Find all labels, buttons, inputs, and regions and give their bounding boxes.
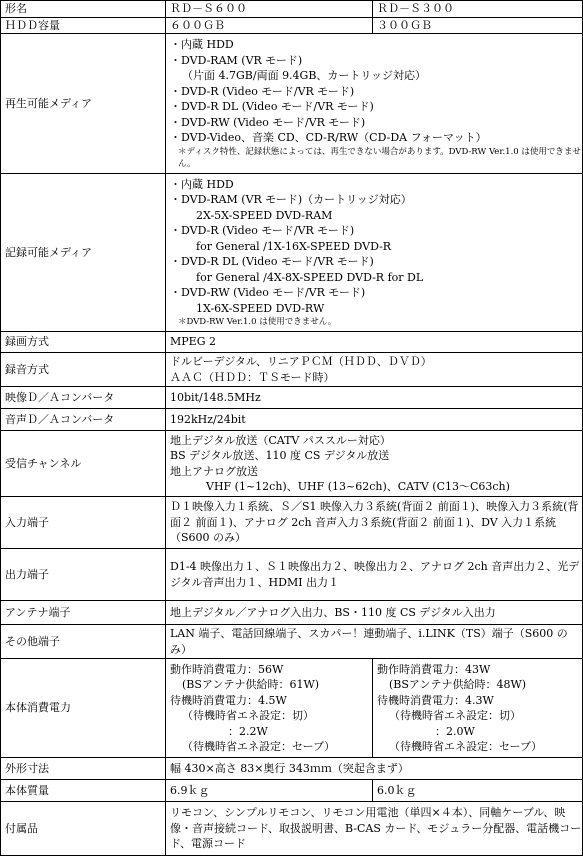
row-audio-da (1, 409, 583, 431)
recording-line: ・DVD-RW (Video モード/VR モード) (170, 286, 366, 300)
label-video-da: 映像Ｄ／Ａコンバータ (1, 387, 166, 409)
model-s300: ＲＤ－Ｓ３００ (373, 1, 583, 18)
row-other-ports (1, 625, 583, 659)
row-power (1, 659, 583, 758)
row-audio-format (1, 353, 583, 387)
recording-line: ・内蔵 HDD (170, 177, 234, 191)
row-accessories (1, 802, 583, 856)
playback-note: ＊ディスク特性、記録状態によっては、再生できない場合があります。DVD-RW Ver.1.0 は使用できません。 (178, 146, 581, 169)
other-ports-value: LAN 端子、電話回線端子、スカパー！連動端子、i.LINK（TS）端子（S600 のみ） (166, 625, 583, 659)
video-format-value: MPEG 2 (166, 332, 583, 353)
weight-s600: 6.9ｋｇ (166, 780, 373, 802)
row-inputs (1, 497, 583, 549)
hdd-s300: ３００ＧＢ (373, 17, 583, 34)
power-line: 動作時消費電力：43W (377, 662, 491, 676)
dimensions-value: 幅 430×高さ 83×奥行 343ｍｍ（突起含まず） (166, 758, 583, 780)
playback-line: ・DVD-RAM (VR モード) (170, 53, 303, 67)
label-audio-da: 音声Ｄ／Ａコンバータ (1, 409, 166, 431)
power-line: 動作時消費電力：56W (170, 662, 284, 676)
audio-format-line: ドルビーデジタル、リニアＰＣＭ（ＨＤＤ、ＤＶＤ） (170, 355, 432, 368)
channels-value (166, 431, 583, 497)
label-playback: 再生可能メディア (1, 34, 166, 174)
playback-line: ・DVD-RW (Video モード/VR モード) (170, 115, 366, 129)
accessories-value: リモコン、シンプルリモコン、リモコン用電池（単四×４本）、同軸ケーブル、映像・音声接続コード、取扱説明書、B-CAS カード、モジュラー分配器、電話機コード、電源コード (166, 802, 583, 856)
row-video-format (1, 332, 583, 353)
row-recording (1, 174, 583, 332)
power-line: 待機時消費電力：4.3W (377, 693, 494, 707)
label-channels: 受信チャンネル (1, 431, 166, 497)
recording-line: for General /4X-8X-SPEED DVD-R for DL (196, 270, 424, 284)
antenna-value: 地上デジタル／アナログ入出力、BS・110 度 CS デジタル入出力 (166, 601, 583, 625)
row-outputs (1, 549, 583, 601)
power-s300 (373, 659, 583, 758)
model-s600: ＲＤ－Ｓ６００ (166, 1, 373, 18)
label-power: 本体消費電力 (1, 659, 166, 758)
power-line: (BSアンテナ供給時：61W) (182, 678, 320, 691)
label-hdd: ＨＤＤ容量 (1, 17, 166, 34)
recording-line: ・DVD-R DL (Video モード/VR モード) (170, 255, 374, 269)
row-antenna (1, 601, 583, 625)
label-antenna: アンテナ端子 (1, 601, 166, 625)
label-video-format: 録画方式 (1, 332, 166, 353)
audio-format-value (166, 353, 583, 387)
recording-note: ＊DVD-RW Ver.1.0 は使用できません。 (178, 317, 337, 328)
power-line: ：2.0W (435, 724, 475, 738)
recording-line: for General /1X-16X-SPEED DVD-R (196, 239, 392, 253)
label-model: 形名 (1, 1, 166, 18)
recording-line: ・DVD-R (Video モード/VR モード) (170, 224, 355, 238)
channels-line: BS デジタル放送、110 度 CS デジタル放送 (170, 449, 390, 462)
video-da-value: 10bit/148.5MHz (166, 387, 583, 409)
row-playback (1, 34, 583, 174)
recording-line: 2X-5X-SPEED DVD-RAM (196, 208, 333, 222)
inputs-value: Ｄ１映像入力１系統、Ｓ／S1 映像入力３系統(背面２ 前面１)、映像入力３系統(背面２ 前面１)、アナログ 2ch 音声入力３系統(背面２ 前面１)、DV 入力１系統（S600 のみ） (166, 497, 583, 549)
power-line: （待機時省エネ設定：セーブ） (182, 740, 336, 753)
label-other-ports: その他端子 (1, 625, 166, 659)
power-line: （待機時省エネ設定：切） (389, 709, 521, 722)
label-accessories: 付属品 (1, 802, 166, 856)
channels-line: 地上デジタル放送（CATV パススルー対応） (170, 433, 391, 447)
power-line: 待機時消費電力：4.5W (170, 693, 287, 707)
audio-da-value: 192kHz/24bit (166, 409, 583, 431)
playback-media-list (166, 34, 583, 174)
weight-s300: 6.0ｋｇ (373, 780, 583, 802)
row-video-da (1, 387, 583, 409)
outputs-value: D1-4 映像出力１、Ｓ１映像出力２、映像出力２、アナログ 2ch 音声出力２、光デジタル音声出力１、HDMI 出力１ (166, 549, 583, 601)
row-model (1, 1, 583, 18)
playback-line: ・内蔵 HDD (170, 38, 234, 52)
label-dimensions: 外形寸法 (1, 758, 166, 780)
playback-line: （片面 4.7GB/両面 9.4GB、カートリッジ対応） (182, 69, 426, 83)
playback-line: ・DVD-Video、音楽 CD、CD-R/RW（CD-DA フォーマット） (170, 131, 487, 145)
label-outputs: 出力端子 (1, 549, 166, 601)
power-line: （待機時省エネ設定：切） (182, 709, 314, 722)
row-hdd (1, 17, 583, 34)
recording-line: ・DVD-RAM (VR モード)（カートリッジ対応） (170, 193, 412, 207)
power-s600 (166, 659, 373, 758)
row-dimensions (1, 758, 583, 780)
label-weight: 本体質量 (1, 780, 166, 802)
power-line: (BSアンテナ供給時：48W) (389, 678, 527, 691)
hdd-s600: ６００ＧＢ (166, 17, 373, 34)
recording-line: 1X-6X-SPEED DVD-RW (196, 301, 325, 315)
power-line: ：2.2W (228, 724, 268, 738)
channels-line: 地上アナログ放送 (170, 464, 258, 478)
recording-media-list (166, 174, 583, 332)
playback-line: ・DVD-R (Video モード/VR モード) (170, 84, 355, 98)
label-audio-format: 録音方式 (1, 353, 166, 387)
playback-line: ・DVD-R DL (Video モード/VR モード) (170, 100, 374, 114)
label-recording: 記録可能メディア (1, 174, 166, 332)
label-inputs: 入力端子 (1, 497, 166, 549)
audio-format-line: ＡＡＣ（ＨＤＤ：ＴＳモード時） (170, 370, 335, 384)
channels-line: VHF (1~12ch)、UHF (13~62ch)、CATV (C13～C63ch) (206, 480, 510, 493)
row-channels (1, 431, 583, 497)
row-weight (1, 780, 583, 802)
power-line: （待機時省エネ設定：セーブ） (389, 740, 543, 753)
